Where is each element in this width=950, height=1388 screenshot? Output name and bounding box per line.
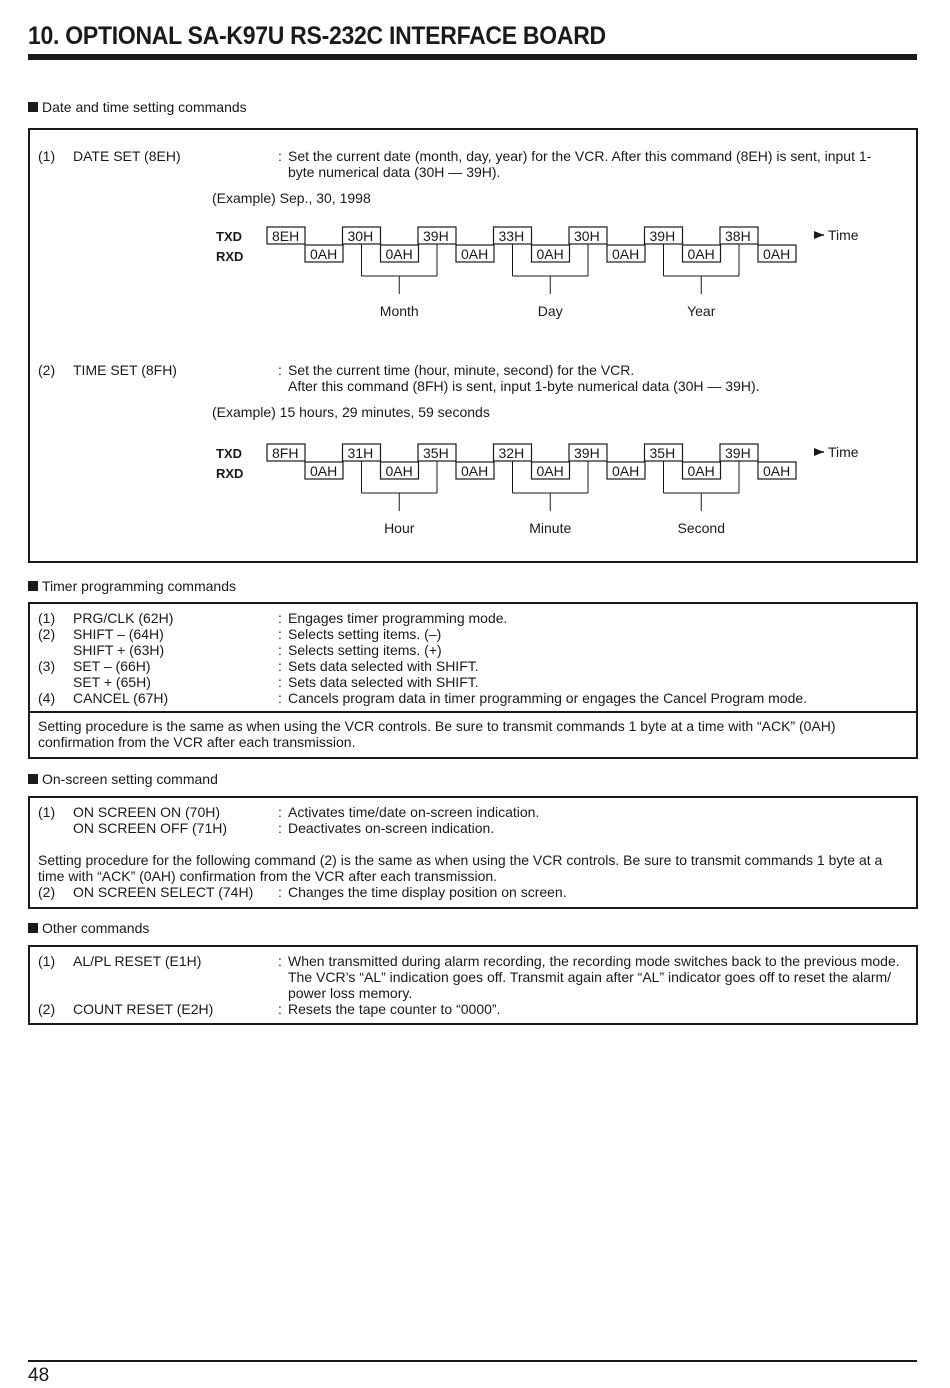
item-number: (1) (38, 148, 56, 164)
command-desc: power loss memory. (288, 985, 413, 1001)
command-name: SHIFT + (63H) (73, 642, 165, 658)
command-desc: Sets data selected with SHIFT. (288, 674, 479, 690)
command-name: CANCEL (67H) (73, 690, 169, 706)
colon: : (278, 148, 282, 164)
command-desc: The VCR’s “AL” indication goes off. Transmit again after “AL” indicator goes off to reset the alarm/ (288, 969, 892, 985)
command-name: ON SCREEN OFF (71H) (73, 820, 228, 836)
command-desc: Selects setting items. (+) (288, 642, 442, 658)
rxd-byte-label: 0AH (385, 463, 413, 479)
colon: : (278, 658, 282, 674)
item-number: (2) (38, 884, 56, 900)
command-desc: Cancels program data in timer programming or engages the Cancel Program mode. (288, 690, 808, 706)
time-label: Time (828, 444, 859, 460)
group-label: Hour (384, 520, 415, 536)
command-name: PRG/CLK (62H) (73, 610, 174, 626)
timer-box (28, 602, 918, 759)
command-name: SET – (66H) (73, 658, 151, 674)
section-heading-text: Other commands (42, 920, 150, 936)
square-bullet-icon (28, 581, 38, 591)
txd-byte-label: 32H (498, 445, 525, 461)
item-number: (4) (38, 690, 56, 706)
rxd-byte-label: 0AH (612, 246, 640, 262)
square-bullet-icon (28, 102, 38, 112)
txd-byte-label: 38H (725, 228, 751, 244)
colon: : (278, 953, 282, 969)
command-desc: After this command (8FH) is sent, input 1-byte numerical data (30H — 39H). (288, 378, 760, 394)
command-name: ON SCREEN SELECT (74H) (73, 884, 254, 900)
item-number: (1) (38, 610, 56, 626)
rxd-byte-label: 0AH (385, 246, 413, 262)
colon: : (278, 804, 282, 820)
txd-byte-label: 35H (649, 445, 676, 461)
command-desc: byte numerical data (30H — 39H). (288, 164, 501, 180)
note-text: Setting procedure for the following command (2) is the same as when using the VCR controls. Be sure to transmit commands 1 byte at a (38, 852, 883, 868)
note-text: confirmation from the VCR after each transmission. (38, 734, 356, 750)
item-number: (2) (38, 362, 56, 378)
txd-byte-label: 8FH (272, 445, 299, 461)
datetime-box (28, 128, 918, 563)
command-desc: Selects setting items. (–) (288, 626, 442, 642)
txd-label: TXD (216, 446, 242, 461)
command-desc: Engages timer programming mode. (288, 610, 508, 626)
rxd-byte-label: 0AH (687, 246, 715, 262)
item-number: (1) (38, 953, 56, 969)
rxd-byte-label: 0AH (310, 246, 338, 262)
note-text: Setting procedure is the same as when using the VCR controls. Be sure to transmit commands 1 byte at a time with “ACK” (0AH) (38, 718, 836, 734)
txd-byte-label: 39H (725, 445, 751, 461)
colon: : (278, 626, 282, 642)
command-desc: Set the current time (hour, minute, second) for the VCR. (288, 362, 635, 378)
item-number: (2) (38, 1001, 56, 1017)
command-desc: Changes the time display position on screen. (288, 884, 567, 900)
item-number: (3) (38, 658, 56, 674)
command-name: COUNT RESET (E2H) (73, 1001, 214, 1017)
command-name: SHIFT – (64H) (73, 626, 164, 642)
group-label: Second (677, 520, 725, 536)
time-arrow-head (814, 231, 824, 239)
command-name: DATE SET (8EH) (73, 148, 181, 164)
group-label: Year (687, 303, 716, 319)
item-number: (1) (38, 804, 56, 820)
rxd-byte-label: 0AH (461, 246, 489, 262)
txd-byte-label: 33H (498, 228, 525, 244)
txd-byte-label: 30H (574, 228, 600, 244)
rxd-byte-label: 0AH (687, 463, 715, 479)
rxd-byte-label: 0AH (763, 463, 791, 479)
square-bullet-icon (28, 923, 38, 933)
colon: : (278, 884, 282, 900)
command-desc: Activates time/date on-screen indication. (288, 804, 540, 820)
page-title: 10. OPTIONAL SA-K97U RS-232C INTERFACE BOARD (28, 22, 606, 50)
note-text: time with “ACK” (0AH) confirmation from the VCR after each transmission. (38, 868, 498, 884)
item-number: (2) (38, 626, 56, 642)
rxd-byte-label: 0AH (612, 463, 640, 479)
section-heading-text: Date and time setting commands (42, 99, 247, 115)
title-underline (28, 54, 917, 60)
example-text: (Example) 15 hours, 29 minutes, 59 seconds (212, 404, 490, 420)
timing-diagram-date (30, 218, 912, 328)
colon: : (278, 642, 282, 658)
time-label: Time (828, 227, 859, 243)
txd-byte-label: 31H (347, 445, 374, 461)
section-heading-onscreen (28, 771, 218, 787)
rxd-byte-label: 0AH (536, 463, 564, 479)
command-desc: When transmitted during alarm recording, the recording mode switches back to the previous mode. (288, 953, 900, 969)
section-heading-text: On-screen setting command (42, 771, 218, 787)
rxd-label: RXD (216, 466, 244, 481)
group-label: Minute (529, 520, 572, 536)
section-heading-datetime (28, 99, 247, 115)
timing-diagram-time (30, 435, 912, 545)
rxd-byte-label: 0AH (310, 463, 338, 479)
txd-byte-label: 8EH (272, 228, 300, 244)
section-heading-timer (28, 578, 236, 594)
rxd-byte-label: 0AH (763, 246, 791, 262)
time-arrow-head (814, 448, 824, 456)
box-divider (30, 711, 916, 713)
onscreen-box (28, 796, 918, 909)
footer-rule (28, 1360, 917, 1362)
command-name: SET + (65H) (73, 674, 151, 690)
txd-byte-label: 39H (574, 445, 600, 461)
command-name: ON SCREEN ON (70H) (73, 804, 221, 820)
page-number: 48 (28, 1365, 50, 1386)
colon: : (278, 690, 282, 706)
command-desc: Set the current date (month, day, year) for the VCR. After this command (8EH) is sent, input 1- (288, 148, 872, 164)
rxd-byte-label: 0AH (461, 463, 489, 479)
rxd-byte-label: 0AH (536, 246, 564, 262)
colon: : (278, 820, 282, 836)
command-desc: Resets the tape counter to “0000”. (288, 1001, 501, 1017)
command-name: AL/PL RESET (E1H) (73, 953, 202, 969)
colon: : (278, 1001, 282, 1017)
colon: : (278, 362, 282, 378)
command-desc: Sets data selected with SHIFT. (288, 658, 479, 674)
group-label: Month (379, 303, 419, 319)
txd-byte-label: 35H (423, 445, 449, 461)
txd-byte-label: 39H (649, 228, 676, 244)
section-heading-text: Timer programming commands (42, 578, 236, 594)
section-heading-other (28, 920, 149, 936)
command-desc: Deactivates on-screen indication. (288, 820, 495, 836)
colon: : (278, 610, 282, 626)
txd-label: TXD (216, 229, 242, 244)
colon: : (278, 674, 282, 690)
square-bullet-icon (28, 774, 38, 784)
command-name: TIME SET (8FH) (73, 362, 177, 378)
example-text: (Example) Sep., 30, 1998 (212, 190, 371, 206)
other-box (28, 945, 918, 1025)
rxd-label: RXD (216, 249, 244, 264)
txd-byte-label: 39H (423, 228, 449, 244)
txd-byte-label: 30H (347, 228, 374, 244)
group-label: Day (537, 303, 563, 319)
